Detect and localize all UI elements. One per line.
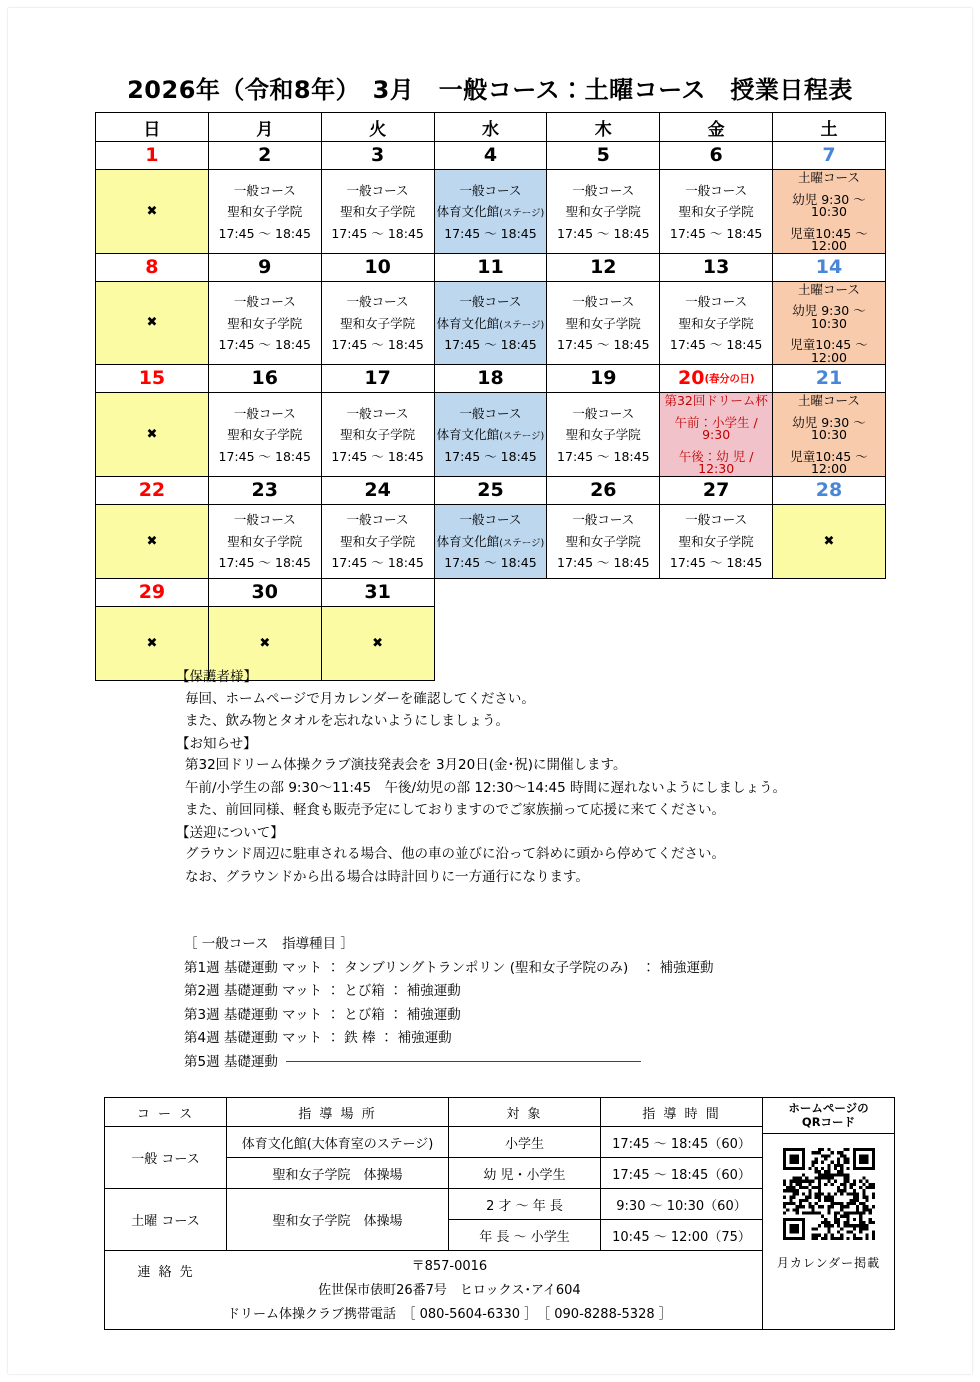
qr-caption: 月カレンダー掲載 [776, 1255, 881, 1270]
notes-transport-line-2: なお、グラウンドから出る場合は時計回りに一方通行になります。 [185, 868, 589, 885]
calendar-event-cell-19[interactable] [547, 393, 660, 477]
notes-announce-line-2: 午前/小学生の部 9:30～11:45 午後/幼児の部 12:30～14:45 時間に遅れないようにしましょう。 [185, 779, 786, 796]
calendar-date-20: 20(春分の日) [660, 365, 773, 393]
calendar-date-16: 16 [208, 365, 321, 393]
calendar-event-cell-27[interactable] [660, 504, 773, 578]
curriculum-header: ［ 一般コース 指導種目 ］ [184, 936, 354, 952]
event-venue: 聖和女子学院 [227, 533, 303, 549]
page-title: 2026年（令和8年） 3月 一般コース：土曜コース 授業日程表 [127, 76, 853, 104]
calendar-empty-cell [773, 578, 886, 606]
notes-transport-header: 【送迎について】 [176, 824, 284, 841]
event-venue: 聖和女子学院 [340, 204, 416, 219]
calendar-date-30: 30 [208, 578, 321, 606]
calendar-date-12: 12 [547, 253, 660, 281]
info-target-2: 2 才 ～ 年 長 [449, 1189, 601, 1220]
event-course-name: 一般コース [346, 405, 409, 421]
info-header-time: 指 導 時 間 [601, 1098, 763, 1127]
event-venue: 聖和女子学院 [565, 533, 641, 549]
event-time: 17:45 ～ 18:45 [557, 225, 650, 241]
info-course-saturday: 土曜 コース [105, 1189, 227, 1251]
event-course-name: 一般コース [685, 512, 748, 528]
event-course-name: 一般コース [233, 294, 296, 309]
event-venue: 聖和女子学院 [227, 204, 303, 219]
contact-postal: 〒857-0016 [411, 1258, 488, 1274]
event-venue-note: (ステージ) [499, 537, 545, 549]
calendar-event-cell-20[interactable] [660, 393, 773, 477]
calendar-event-row [96, 281, 886, 365]
calendar-weekday-sat: 土 [773, 113, 886, 142]
calendar-date-5: 5 [547, 142, 660, 170]
event-venue: 聖和女子学院 [678, 315, 754, 331]
event-venue: 幼児 9:30 ～ 10:30 [792, 414, 866, 442]
event-time: 児童10:45 ～ 12:00 [790, 225, 868, 253]
event-course-name: 一般コース [346, 182, 409, 198]
event-venue: 聖和女子学院 [678, 204, 754, 219]
info-time-3: 10:45 ～ 12:00（75） [601, 1220, 763, 1251]
contact-label: 連 絡 先 [137, 1264, 195, 1280]
event-time: 17:45 ～ 18:45 [331, 337, 424, 352]
holiday-label: (春分の日) [704, 373, 755, 385]
calendar-empty-cell [434, 578, 547, 606]
no-class-icon: ✖ [146, 635, 158, 651]
calendar-empty-cell [547, 606, 660, 680]
event-course-name: 一般コース [459, 294, 522, 309]
calendar-weekday-wed: 水 [434, 113, 547, 142]
event-course-name: 一般コース [572, 512, 635, 528]
notes-announce-header: 【お知らせ】 [176, 735, 257, 752]
calendar-event-cell-9[interactable] [208, 281, 321, 365]
calendar-weekday-sun: 日 [96, 113, 209, 142]
event-venue: 午前：小学生 / 9:30 [674, 414, 758, 442]
calendar-date-row [96, 142, 886, 170]
event-venue: 聖和女子学院 [340, 315, 416, 331]
notes-guardian-line-2: また、飲み物とタオルを忘れないようにしましょう。 [185, 713, 509, 729]
event-venue: 体育文化館(ステージ) [436, 204, 545, 219]
calendar-header-row [96, 113, 886, 142]
event-venue: 聖和女子学院 [565, 427, 641, 442]
info-time-2: 9:30 ～ 10:30（60） [601, 1189, 763, 1220]
curriculum-week-4: 第4週 基礎運動 マット ： 鉄 棒 ： 補強運動 [184, 1030, 452, 1046]
calendar-empty-cell [434, 606, 547, 680]
notes-guardian-line-1: 毎回、ホームページで月カレンダーを確認してください。 [185, 690, 535, 707]
event-course-name: 一般コース [459, 182, 522, 198]
event-time: 17:45 ～ 18:45 [218, 225, 312, 241]
event-time: 児童10:45 ～ 12:00 [790, 448, 868, 476]
curriculum-week-1: 第1週 基礎運動 マット ： タンブリングトランポリン (聖和女子学院のみ) ： 補強運動 [184, 959, 714, 976]
event-time: 児童10:45 ～ 12:00 [790, 337, 868, 365]
contact-block [105, 1251, 763, 1330]
info-place-1: 聖和女子学院 体操場 [227, 1158, 449, 1189]
calendar-date-11: 11 [434, 253, 547, 281]
qr-image-wrap [763, 1134, 894, 1246]
calendar-event-cell-31[interactable] [321, 606, 434, 680]
event-course-name: 一般コース [572, 405, 635, 421]
event-time: 17:45 ～ 18:45 [444, 448, 537, 464]
calendar-date-31: 31 [321, 578, 434, 606]
calendar-event-cell-12[interactable] [547, 281, 660, 365]
event-course-name: 一般コース [346, 294, 409, 309]
info-header-course: コ ー ス [105, 1098, 227, 1127]
calendar-event-cell-21[interactable] [773, 393, 886, 477]
notes-guardian-header: 【保護者様】 [176, 669, 257, 685]
event-venue: 聖和女子学院 [678, 533, 754, 549]
info-header-row [105, 1098, 895, 1127]
calendar-date-25: 25 [434, 476, 547, 504]
event-course-name: 土曜コース [798, 393, 860, 408]
calendar-event-cell-2[interactable] [208, 170, 321, 254]
curriculum-week-5: 第5週 基礎運動 [184, 1056, 924, 1070]
info-time-1: 17:45 ～ 18:45（60） [601, 1158, 763, 1189]
calendar-date-28: 28 [773, 476, 886, 504]
info-time-0: 17:45 ～ 18:45（60） [601, 1127, 763, 1158]
event-time: 17:45 ～ 18:45 [669, 337, 763, 352]
event-time: 17:45 ～ 18:45 [557, 448, 650, 464]
event-venue: 聖和女子学院 [227, 315, 303, 331]
calendar-event-cell-13[interactable] [660, 281, 773, 365]
qr-heading [763, 1098, 894, 1134]
calendar-date-14: 14 [773, 253, 886, 281]
event-venue: 体育文化館(ステージ) [436, 533, 545, 549]
event-venue: 体育文化館(ステージ) [436, 427, 545, 442]
event-venue: 聖和女子学院 [340, 427, 416, 442]
event-course-name: 一般コース [685, 182, 748, 198]
no-class-icon: ✖ [259, 635, 271, 651]
qr-heading-line-1: ホームページの [788, 1101, 869, 1115]
calendar-date-8: 8 [96, 253, 209, 281]
event-course-name: 一般コース [685, 294, 748, 309]
event-venue: 体育文化館(ステージ) [436, 315, 545, 331]
calendar-empty-cell [660, 578, 773, 606]
calendar-event-cell-11[interactable] [434, 281, 547, 365]
calendar-event-cell-3[interactable] [321, 170, 434, 254]
event-venue-note: (ステージ) [499, 319, 545, 331]
calendar-event-cell-17[interactable] [321, 393, 434, 477]
calendar-date-row [96, 365, 886, 393]
calendar-weekday-fri: 金 [660, 113, 773, 142]
event-time: 17:45 ～ 18:45 [331, 555, 424, 571]
qr-code-cell [763, 1098, 895, 1330]
event-course-name: 一般コース [459, 512, 522, 528]
event-course-name: 一般コース [233, 405, 296, 421]
calendar-event-cell-24[interactable] [321, 504, 434, 578]
qr-code-icon[interactable] [783, 1148, 875, 1240]
event-time: 午後：幼 児 / 12:30 [678, 448, 754, 476]
event-course-name: 土曜コース [798, 281, 860, 297]
course-info-table [104, 1097, 895, 1330]
event-time: 17:45 ～ 18:45 [557, 337, 650, 352]
calendar-date-7: 7 [773, 142, 886, 170]
calendar-date-26: 26 [547, 476, 660, 504]
calendar-date-6: 6 [660, 142, 773, 170]
calendar-event-cell-23[interactable] [208, 504, 321, 578]
calendar [95, 112, 885, 681]
curriculum-week-3: 第3週 基礎運動 マット ： とび箱 ： 補強運動 [184, 1006, 461, 1023]
no-class-icon: ✖ [146, 203, 158, 219]
event-venue-note: (ステージ) [499, 431, 545, 442]
calendar-event-cell-8[interactable] [96, 281, 209, 365]
calendar-event-cell-28[interactable] [773, 504, 886, 578]
event-time: 17:45 ～ 18:45 [331, 448, 424, 464]
calendar-date-3: 3 [321, 142, 434, 170]
event-time: 17:45 ～ 18:45 [444, 337, 537, 352]
event-venue-note: (ステージ) [499, 208, 545, 219]
event-course-name: 一般コース [572, 182, 635, 198]
calendar-date-10: 10 [321, 253, 434, 281]
calendar-empty-cell [547, 578, 660, 606]
calendar-event-cell-25[interactable] [434, 504, 547, 578]
notes-section [176, 671, 916, 893]
calendar-table [95, 112, 886, 681]
calendar-event-cell-26[interactable] [547, 504, 660, 578]
curriculum-section [184, 938, 924, 1079]
calendar-date-2: 2 [208, 142, 321, 170]
qr-heading-line-2: QRコード [801, 1115, 856, 1130]
calendar-event-row [96, 170, 886, 254]
event-venue: 幼児 9:30 ～ 10:30 [792, 191, 866, 219]
no-class-icon: ✖ [372, 635, 384, 651]
event-venue: 聖和女子学院 [565, 204, 641, 219]
calendar-event-row [96, 504, 886, 578]
calendar-empty-cell [773, 606, 886, 680]
event-course-name: 一般コース [459, 405, 522, 421]
calendar-date-row [96, 578, 886, 606]
calendar-event-cell-6[interactable] [660, 170, 773, 254]
course-info-section [104, 1097, 894, 1330]
curriculum-week-2: 第2週 基礎運動 マット ： とび箱 ： 補強運動 [184, 983, 461, 999]
contact-phone: ドリーム体操クラブ携帯電話 ［ 080-5604-6330 ］ ［ 090-8288-5328 ］ [227, 1306, 672, 1322]
info-header-place: 指 導 場 所 [227, 1098, 449, 1127]
notes-announce-line-3: また、前回同様、軽食も販売予定にしておりますのでご家族揃って応援に来てください。 [185, 802, 725, 818]
calendar-date-27: 27 [660, 476, 773, 504]
calendar-event-cell-22[interactable] [96, 504, 209, 578]
event-time: 17:45 ～ 18:45 [218, 448, 312, 464]
calendar-date-4: 4 [434, 142, 547, 170]
no-class-icon: ✖ [146, 426, 158, 442]
event-time: 17:45 ～ 18:45 [331, 225, 424, 241]
event-time: 17:45 ～ 18:45 [669, 555, 763, 571]
calendar-event-cell-4[interactable] [434, 170, 547, 254]
calendar-date-row [96, 253, 886, 281]
calendar-date-21: 21 [773, 365, 886, 393]
calendar-event-cell-1[interactable] [96, 170, 209, 254]
calendar-event-row [96, 393, 886, 477]
info-target-1: 幼 児・小学生 [449, 1158, 601, 1189]
calendar-event-cell-15[interactable] [96, 393, 209, 477]
event-time: 17:45 ～ 18:45 [557, 555, 650, 571]
calendar-event-cell-16[interactable] [208, 393, 321, 477]
event-venue: 聖和女子学院 [565, 315, 641, 331]
calendar-date-29: 29 [96, 578, 209, 606]
calendar-date-19: 19 [547, 365, 660, 393]
info-header-target: 対 象 [449, 1098, 601, 1127]
no-class-icon: ✖ [146, 533, 158, 549]
calendar-date-23: 23 [208, 476, 321, 504]
info-course-general: 一般 コース [105, 1127, 227, 1189]
event-course-name: 一般コース [572, 294, 635, 309]
info-place-2: 聖和女子学院 体操場 [227, 1189, 449, 1251]
calendar-event-cell-14[interactable] [773, 281, 886, 365]
notes-transport-line-1: グラウンド周辺に駐車される場合、他の車の並びに沿って斜めに頭から停めてください。 [185, 846, 725, 862]
calendar-date-24: 24 [321, 476, 434, 504]
event-course-name: 一般コース [346, 512, 409, 528]
calendar-date-22: 22 [96, 476, 209, 504]
event-time: 17:45 ～ 18:45 [218, 337, 312, 352]
calendar-weekday-thu: 木 [547, 113, 660, 142]
event-course-name: 土曜コース [798, 170, 860, 185]
calendar-date-row [96, 476, 886, 504]
event-time: 17:45 ～ 18:45 [444, 555, 537, 571]
event-course-name: 一般コース [233, 182, 296, 198]
calendar-date-9: 9 [208, 253, 321, 281]
calendar-weekday-tue: 火 [321, 113, 434, 142]
curriculum-rule [286, 1061, 641, 1062]
document-sheet [8, 8, 972, 1374]
calendar-event-cell-7[interactable] [773, 170, 886, 254]
event-time: 17:45 ～ 18:45 [218, 555, 312, 571]
event-venue: 聖和女子学院 [340, 533, 416, 549]
notes-announce-line-1: 第32回ドリーム体操クラブ演技発表会を 3月20日(金･祝)に開催します。 [185, 757, 627, 773]
calendar-event-cell-10[interactable] [321, 281, 434, 365]
event-time: 17:45 ～ 18:45 [444, 225, 537, 241]
event-venue: 幼児 9:30 ～ 10:30 [792, 303, 866, 331]
event-venue: 聖和女子学院 [227, 427, 303, 442]
no-class-icon: ✖ [146, 315, 158, 331]
contact-address: 佐世保市俵町26番7号 ヒロックス･アイ604 [318, 1282, 581, 1298]
no-class-icon: ✖ [823, 533, 835, 549]
event-course-name: 第32回ドリーム杯 [664, 393, 768, 408]
info-target-3: 年 長 ～ 小学生 [449, 1220, 601, 1251]
calendar-date-15: 15 [96, 365, 209, 393]
calendar-date-17: 17 [321, 365, 434, 393]
calendar-event-cell-5[interactable] [547, 170, 660, 254]
calendar-date-13: 13 [660, 253, 773, 281]
calendar-date-1: 1 [96, 142, 209, 170]
calendar-empty-cell [660, 606, 773, 680]
calendar-date-18: 18 [434, 365, 547, 393]
calendar-event-cell-18[interactable] [434, 393, 547, 477]
info-target-0: 小学生 [449, 1127, 601, 1158]
event-course-name: 一般コース [233, 512, 296, 528]
event-time: 17:45 ～ 18:45 [669, 225, 763, 241]
info-place-0: 体育文化館(大体育室のステージ) [227, 1127, 449, 1158]
calendar-weekday-mon: 月 [208, 113, 321, 142]
